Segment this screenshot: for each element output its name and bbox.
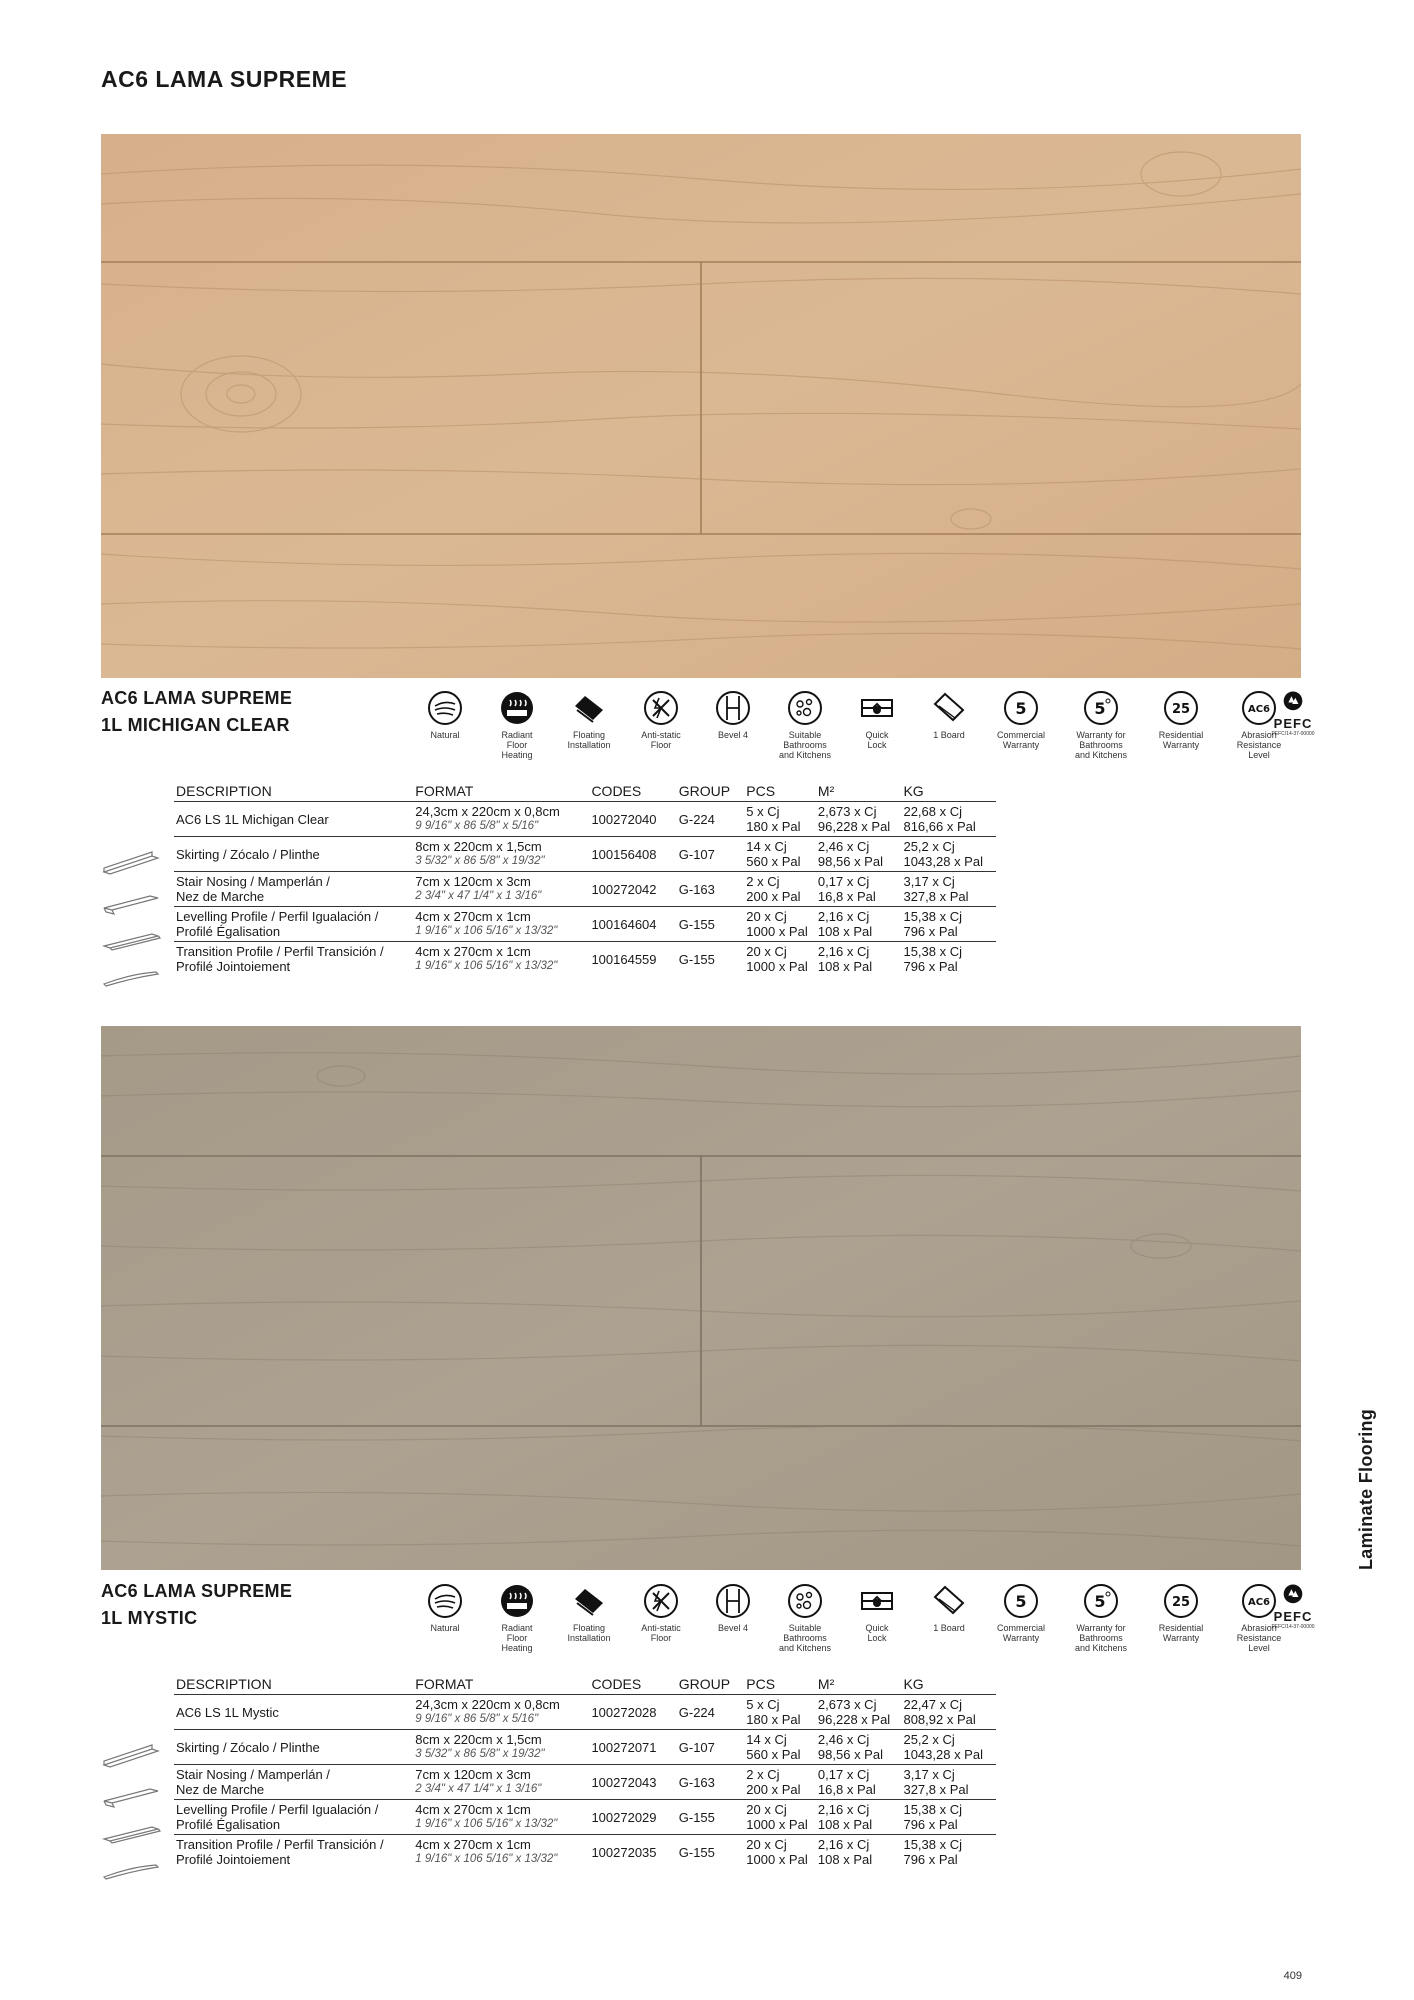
feature-commercial-warranty (976, 1583, 1066, 1643)
spec-table (174, 1676, 996, 1869)
cell-kg: 15,38 x Cj 796 x Pal (901, 1800, 996, 1835)
cell-kg: 15,38 x Cj 796 x Pal (903, 944, 963, 974)
table-row (174, 907, 996, 942)
profile-icons (100, 1743, 166, 1895)
cell-group: G-224 (677, 802, 745, 837)
abrasion-value: AC6 (1247, 1597, 1271, 1608)
cell-group: G-163 (677, 872, 745, 907)
format-metric: 7cm x 120cm x 3cm (415, 874, 531, 889)
feature-row (400, 690, 1315, 770)
feature-label: Abrasion Resistance Level (1236, 730, 1282, 760)
pefc-logo-icon (1275, 1583, 1311, 1611)
skirting-profile-icon (100, 850, 162, 878)
cell-code: 100272043 (589, 1765, 676, 1800)
feature-label: Natural (430, 730, 460, 740)
cell-group: G-163 (677, 1765, 745, 1800)
warranty-years: 5 (1015, 1592, 1027, 1611)
table-header-row (174, 783, 996, 802)
residential-warranty-icon (1163, 1583, 1199, 1619)
quick-lock-icon (859, 1583, 895, 1619)
header-group: GROUP (677, 783, 745, 802)
header-codes: CODES (589, 1676, 676, 1695)
pefc-logo-icon (1275, 690, 1311, 718)
cell-code: 100164559 (591, 951, 657, 967)
cell-kg: 25,2 x Cj 1043,28 x Pal (901, 1730, 996, 1765)
commercial-warranty-icon (1003, 1583, 1039, 1619)
cell-group: G-155 (677, 907, 745, 942)
header-m2: M² (816, 1676, 902, 1695)
header-m2: M² (816, 783, 902, 802)
stair-nosing-profile-icon (100, 888, 162, 916)
board-icon (931, 1583, 967, 1619)
format-metric: 4cm x 270cm x 1cm (415, 944, 531, 959)
warranty-years: 5 (1094, 1592, 1106, 1611)
skirting-profile-icon (100, 1743, 162, 1771)
feature-label: Suitable Bathrooms and Kitchens (778, 1623, 832, 1653)
feature-label: Quick Lock (865, 1623, 889, 1643)
profile-icons (100, 850, 166, 1002)
header-codes: CODES (589, 783, 676, 802)
cell-code: 100272071 (589, 1730, 676, 1765)
feature-label: Floating Installation (567, 730, 611, 750)
floating-installation-icon (571, 690, 607, 726)
natural-icon (427, 690, 463, 726)
product-name (101, 1578, 292, 1632)
radiant-heating-icon (499, 1583, 535, 1619)
anti-static-icon (643, 690, 679, 726)
cell-code: 100272035 (591, 1844, 657, 1860)
anti-static-icon (643, 1583, 679, 1619)
cell-pcs: 5 x Cj 180 x Pal (744, 1695, 816, 1730)
bevel-icon (715, 1583, 751, 1619)
feature-label: Warranty for Bathrooms and Kitchens (1074, 730, 1128, 760)
feature-bathroom-warranty (1056, 690, 1146, 760)
residential-warranty-icon (1163, 690, 1199, 726)
feature-label: Commercial Warranty (996, 1623, 1045, 1643)
cell-kg: 22,68 x Cj 816,66 x Pal (901, 802, 996, 837)
cell-pcs: 20 x Cj 1000 x Pal (746, 1837, 808, 1867)
cell-group: G-155 (678, 1844, 715, 1860)
cell-kg: 3,17 x Cj 327,8 x Pal (901, 1765, 996, 1800)
header-format: FORMAT (413, 1676, 589, 1695)
commercial-warranty-icon (1003, 690, 1039, 726)
wood-photo-michigan-clear (101, 134, 1301, 678)
feature-label: 1 Board (933, 730, 965, 740)
feature-label: Floating Installation (567, 1623, 611, 1643)
table-header-row (174, 1676, 996, 1695)
feature-label: Bevel 4 (717, 730, 749, 740)
feature-label: Commercial Warranty (996, 730, 1045, 750)
feature-label: Warranty for Bathrooms and Kitchens (1074, 1623, 1128, 1653)
cell-description: Levelling Profile / Perfil Igualación / Profilé Égalisation (174, 1800, 413, 1835)
cell-m2: 2,673 x Cj 96,228 x Pal (816, 802, 902, 837)
cell-description: Skirting / Zócalo / Plinthe (174, 1730, 413, 1765)
cell-kg: 15,38 x Cj 796 x Pal (903, 1837, 963, 1867)
cell-m2: 2,46 x Cj 98,56 x Pal (816, 1730, 902, 1765)
header-description: DESCRIPTION (174, 783, 413, 802)
feature-label: Residential Warranty (1158, 730, 1204, 750)
cell-m2: 0,17 x Cj 16,8 x Pal (816, 872, 902, 907)
table-row (174, 872, 996, 907)
feature-pefc (1268, 1583, 1318, 1630)
product-name (101, 685, 292, 739)
format-metric: 8cm x 220cm x 1,5cm (415, 1732, 542, 1747)
feature-residential-warranty (1136, 1583, 1226, 1643)
cell-pcs: 5 x Cj 180 x Pal (744, 802, 816, 837)
format-metric: 4cm x 270cm x 1cm (415, 909, 531, 924)
header-kg: KG (901, 783, 996, 802)
table-row (174, 942, 996, 977)
radiant-heating-icon (499, 690, 535, 726)
header-pcs: PCS (744, 783, 816, 802)
transition-profile-icon (100, 1857, 162, 1885)
table-row (174, 1765, 996, 1800)
format-metric: 4cm x 270cm x 1cm (415, 1802, 531, 1817)
cell-format (413, 837, 589, 872)
feature-label: Quick Lock (865, 730, 889, 750)
cell-description: Stair Nosing / Mamperlán / Nez de Marche (174, 872, 413, 907)
cell-description: Skirting / Zócalo / Plinthe (174, 837, 413, 872)
cell-pcs: 2 x Cj 200 x Pal (744, 872, 816, 907)
cell-code: 100272040 (589, 802, 676, 837)
cell-format (413, 802, 589, 837)
format-imperial: 1 9/16" x 106 5/16" x 13/32" (415, 960, 558, 972)
format-imperial: 1 9/16" x 106 5/16" x 13/32" (415, 1853, 558, 1865)
page-title: AC6 LAMA SUPREME (101, 66, 348, 92)
header-pcs: PCS (744, 1676, 816, 1695)
floating-installation-icon (571, 1583, 607, 1619)
format-imperial: 9 9/16" x 86 5/8" x 5/16" (415, 820, 539, 832)
cell-m2: 2,16 x Cj 108 x Pal (816, 907, 902, 942)
wood-photo-mystic (101, 1026, 1301, 1570)
cell-m2: 2,673 x Cj 96,228 x Pal (816, 1695, 902, 1730)
table-row (174, 802, 996, 837)
product-series: AC6 LAMA SUPREME (101, 688, 293, 708)
pefc-text: PEFC (1273, 716, 1313, 731)
header-description: DESCRIPTION (174, 1676, 413, 1695)
table-row (174, 1730, 996, 1765)
levelling-profile-icon (100, 926, 162, 954)
board-icon (931, 690, 967, 726)
format-metric: 24,3cm x 220cm x 0,8cm (415, 804, 560, 819)
cell-pcs: 14 x Cj 560 x Pal (744, 837, 816, 872)
cell-group: G-107 (677, 837, 745, 872)
cell-pcs: 20 x Cj 1000 x Pal (744, 1800, 816, 1835)
format-metric: 24,3cm x 220cm x 0,8cm (415, 1697, 560, 1712)
feature-row (400, 1583, 1315, 1663)
format-imperial: 3 5/32" x 86 5/8" x 19/32" (415, 855, 545, 867)
cell-description: Levelling Profile / Perfil Igualación / Profilé Égalisation (174, 907, 413, 942)
table-row (174, 837, 996, 872)
transition-profile-icon (100, 964, 162, 992)
feature-label: Anti-static Floor (641, 730, 681, 750)
header-format: FORMAT (413, 783, 589, 802)
cell-code: 100156408 (589, 837, 676, 872)
feature-label: Bevel 4 (717, 1623, 749, 1633)
format-imperial: 3 5/32" x 86 5/8" x 19/32" (415, 1748, 545, 1760)
cell-m2: 2,16 x Cj 108 x Pal (817, 944, 873, 974)
format-imperial: 1 9/16" x 106 5/16" x 13/32" (415, 925, 558, 937)
feature-residential-warranty (1136, 690, 1226, 750)
levelling-profile-icon (100, 1819, 162, 1847)
cell-code: 100272042 (589, 872, 676, 907)
pefc-code: PEFC/14-37-00000 (1271, 1624, 1315, 1630)
stair-nosing-profile-icon (100, 1781, 162, 1809)
pefc-text: PEFC (1273, 1609, 1313, 1624)
cell-kg: 15,38 x Cj 796 x Pal (901, 907, 996, 942)
feature-pefc (1268, 690, 1318, 737)
cell-pcs: 14 x Cj 560 x Pal (744, 1730, 816, 1765)
format-imperial: 2 3/4" x 47 1/4" x 1 3/16" (415, 890, 542, 902)
cell-format (413, 1765, 589, 1800)
cell-description: Stair Nosing / Mamperlán / Nez de Marche (174, 1765, 413, 1800)
format-metric: 8cm x 220cm x 1,5cm (415, 839, 542, 854)
warranty-years: 5 (1094, 699, 1106, 718)
cell-description: Transition Profile / Perfil Transición / Profilé Jointoiement (176, 944, 384, 974)
cell-code: 100164604 (589, 907, 676, 942)
section-side-label: Laminate Flooring (1356, 1408, 1376, 1570)
warranty-years: 25 (1171, 702, 1191, 717)
cell-format (413, 1800, 589, 1835)
cell-kg: 22,47 x Cj 808,92 x Pal (901, 1695, 996, 1730)
cell-format (413, 907, 589, 942)
feature-label: Radiant Floor Heating (501, 1623, 533, 1653)
table-row (174, 1835, 996, 1870)
cell-description: AC6 LS 1L Michigan Clear (174, 802, 413, 837)
product-variant: 1L MICHIGAN CLEAR (101, 715, 290, 735)
cell-pcs: 20 x Cj 1000 x Pal (744, 907, 816, 942)
cell-code: 100272028 (589, 1695, 676, 1730)
natural-icon (427, 1583, 463, 1619)
quick-lock-icon (859, 690, 895, 726)
spec-table (174, 783, 996, 976)
warranty-years: 5 (1015, 699, 1027, 718)
product-variant: 1L MYSTIC (101, 1608, 198, 1628)
bevel-icon (715, 690, 751, 726)
pefc-code: PEFC/14-37-00000 (1271, 731, 1315, 737)
bathroom-kitchen-icon (787, 690, 823, 726)
header-kg: KG (901, 1676, 996, 1695)
feature-label: 1 Board (933, 1623, 965, 1633)
table-row (174, 1800, 996, 1835)
cell-group: G-224 (677, 1695, 745, 1730)
bathroom-warranty-icon (1083, 690, 1119, 726)
cell-description: Transition Profile / Perfil Transición / Profilé Jointoiement (176, 1837, 384, 1867)
cell-kg: 3,17 x Cj 327,8 x Pal (901, 872, 996, 907)
header-group: GROUP (677, 1676, 745, 1695)
bathroom-kitchen-icon (787, 1583, 823, 1619)
cell-group: G-155 (677, 1800, 745, 1835)
cell-kg: 25,2 x Cj 1043,28 x Pal (901, 837, 996, 872)
feature-label: Residential Warranty (1158, 1623, 1204, 1643)
cell-m2: 0,17 x Cj 16,8 x Pal (816, 1765, 902, 1800)
cell-description: AC6 LS 1L Mystic (174, 1695, 413, 1730)
cell-code: 100272029 (589, 1800, 676, 1835)
cell-format (413, 872, 589, 907)
format-imperial: 9 9/16" x 86 5/8" x 5/16" (415, 1713, 539, 1725)
warranty-years: 25 (1171, 1595, 1191, 1610)
feature-label: Anti-static Floor (641, 1623, 681, 1643)
cell-pcs: 20 x Cj 1000 x Pal (746, 944, 808, 974)
cell-pcs: 2 x Cj 200 x Pal (744, 1765, 816, 1800)
bathroom-warranty-icon (1083, 1583, 1119, 1619)
table-row (174, 1695, 996, 1730)
cell-format (413, 1695, 589, 1730)
feature-commercial-warranty (976, 690, 1066, 750)
abrasion-value: AC6 (1247, 704, 1271, 715)
cell-m2: 2,16 x Cj 108 x Pal (816, 1800, 902, 1835)
cell-format (413, 1835, 589, 1870)
product-series: AC6 LAMA SUPREME (101, 1581, 293, 1601)
format-metric: 4cm x 270cm x 1cm (415, 1837, 531, 1852)
page-number: 409 (1283, 1970, 1302, 1982)
format-imperial: 2 3/4" x 47 1/4" x 1 3/16" (415, 1783, 542, 1795)
feature-label: Suitable Bathrooms and Kitchens (778, 730, 832, 760)
feature-label: Radiant Floor Heating (501, 730, 533, 760)
cell-m2: 2,16 x Cj 108 x Pal (817, 1837, 873, 1867)
cell-group: G-155 (678, 951, 715, 967)
cell-format (413, 942, 589, 977)
feature-bathroom-warranty (1056, 1583, 1146, 1653)
format-imperial: 1 9/16" x 106 5/16" x 13/32" (415, 1818, 558, 1830)
format-metric: 7cm x 120cm x 3cm (415, 1767, 531, 1782)
cell-m2: 2,46 x Cj 98,56 x Pal (816, 837, 902, 872)
feature-label: Natural (430, 1623, 460, 1633)
cell-group: G-107 (677, 1730, 745, 1765)
feature-label: Abrasion Resistance Level (1236, 1623, 1282, 1653)
cell-format (413, 1730, 589, 1765)
